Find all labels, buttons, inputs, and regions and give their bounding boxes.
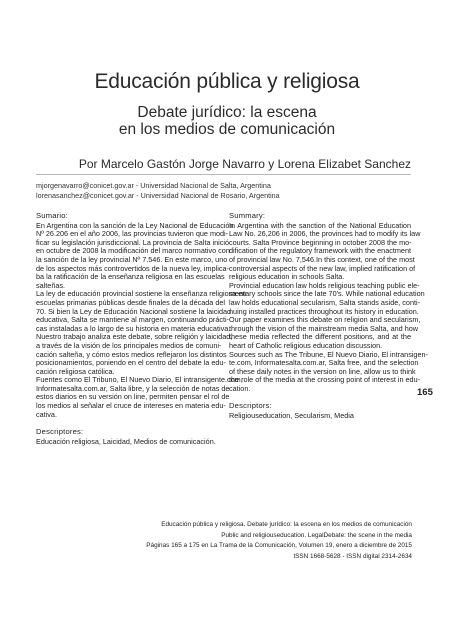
- summary-line: controversial aspects of the new law, implied ratification of: [229, 263, 416, 273]
- sumario-line: cación religiosa católica.: [36, 366, 115, 376]
- article-subtitle: [0, 104, 454, 138]
- sumario-line: 70. Si bien la Ley de Educación Nacional sostiene la laicidad: [36, 306, 232, 316]
- author-byline: Por Marcelo Gastón Jorge Navarro y Lorena Elizabet Sanchez: [78, 157, 411, 171]
- page-number: 165: [417, 387, 433, 398]
- affiliation-1: mjorgenavarro@conicet.gov.ar - Universidad Nacional de Salta, Argentina: [36, 181, 271, 190]
- footer-line-3: Páginas 165 a 175 en La Trama de la Comunicación, Volumen 19, enero a diciembre de 2015: [146, 542, 412, 550]
- sumario-line: Informatesalta.com.ar, Salta libre, y la selección de notas de: [36, 383, 230, 393]
- summary-line: religious education in schools Salta.: [229, 272, 345, 282]
- sumario-line: Nuestro trabajo analiza este debate, sobre religión y laicidad,: [36, 332, 233, 342]
- summary-line: law holds educational secularism, Salta stands aside, conti-: [229, 297, 421, 307]
- summary-line: through the vision of the mainstream media Salta, and how: [229, 323, 419, 333]
- descriptors-heading: Descriptors:: [229, 401, 272, 411]
- summary-line: the role of the media at the crossing point of interest in edu-: [229, 375, 421, 385]
- header-divider: [36, 174, 411, 175]
- footer-line-2: Public and religiouseducation. LegalDebate: the scene in the media: [221, 531, 412, 539]
- summary-line: In Argentina with the sanction of the National Education: [229, 220, 411, 230]
- summary-line: Sources such as The Tribune, El Nuevo Diario, El intransigen-: [229, 349, 428, 359]
- sumario-line: Fuentes como El Tribuno, El Nuevo Diario, El intransigente.com,: [36, 375, 243, 385]
- summary-line: heart of Catholic religious education discussion.: [229, 340, 383, 350]
- subtitle-line-2: en los medios de comunicación: [118, 121, 336, 138]
- descriptors-text: Religiouseducation, Secularism, Media: [229, 411, 354, 421]
- article-title: Educación pública y religiosa: [94, 70, 360, 93]
- subtitle-line-1: Debate jurídico: la escena: [137, 104, 317, 121]
- summary-line: te.com, Informatesalta.com.ar, Salta free, and the selection: [229, 358, 419, 368]
- sumario-line: los medios al señalar el cruce de intereses en materia edu-: [36, 401, 226, 411]
- footer-line-4: ISSN 1668-5628 - ISSN digital 2314-2634: [293, 552, 412, 560]
- citation-footer: [146, 520, 412, 562]
- summary-line: dification of the regulatory framework with the enactment: [229, 246, 411, 256]
- summary-line: of provincial law No. 7,546.In this context, one of the most: [229, 254, 415, 264]
- summary-line: Law No. 26,206 in 2006, the provinces had to modify its law: [229, 229, 421, 239]
- descriptores-text: Educación religiosa, Laicidad, Medios de comunicación.: [36, 436, 216, 446]
- author-affiliations: [36, 181, 280, 200]
- sumario-line: En Argentina con la sanción de la Ley Nacional de Educación: [36, 220, 234, 230]
- sumario-line: escuelas primarias públicas desde finales de la década del: [36, 297, 226, 307]
- summary-line: these media reflected the different positions, and at the: [229, 332, 411, 342]
- sumario-line: educativa, Salta se mantiene al margen, continuando prácti-: [36, 315, 230, 325]
- sumario-line: la sanción de la ley provincial Nº 7.546. En este marco, uno: [36, 254, 228, 264]
- descriptores-heading: Descriptores:: [36, 427, 84, 437]
- summary-line: nuing installed practices throughout its history in education.: [229, 306, 419, 316]
- footer-line-1: Educación pública y religiosa. Debate jurídico: la escena en los medios de comunicación: [161, 521, 412, 528]
- summary-line: Our paper examines this debate on religion and secularism,: [229, 315, 421, 325]
- sumario-line: ba la ratificación de la enseñanza religiosa en las escuelas: [36, 272, 225, 282]
- sumario-line: posicionamientos, poniendo en el centro del debate la edu-: [36, 358, 226, 368]
- summary-heading: Summary:: [229, 211, 266, 220]
- sumario-line: cas instaladas a lo largo de su historia en materia educativa.: [36, 323, 231, 333]
- sumario-heading: Sumario:: [36, 211, 68, 220]
- sumario-line: de los aspectos más controvertidos de la nueva ley, implica-: [36, 263, 229, 273]
- sumario-line: estos diarios en su versión on line, permiten pensar el rol de: [36, 392, 230, 402]
- sumario-line: ficar su legislación jurisdiccional. La provincia de Salta inició: [36, 237, 230, 247]
- summary-line: mentary schools since the late 70's. While national education: [229, 289, 425, 299]
- sumario-line: cación salteña, y cómo estos medios reflejaron los distintos: [36, 349, 227, 359]
- summary-line: cation.: [229, 383, 251, 393]
- summary-body: [229, 220, 428, 394]
- affiliation-2: lorenasanchez@conicet.gov.ar - Universidad Nacional de Rosario, Argentina: [36, 190, 280, 200]
- sumario-line: en octubre de 2008 la modificación del marco normativo con: [36, 246, 230, 256]
- sumario-line: La ley de educación provincial sostiene la enseñanza religiosa en: [36, 289, 247, 299]
- sumario-line: Nº 26.206 en el año 2006, las provincias tuvieron que modi-: [36, 229, 229, 239]
- summary-line: of these daily notes in the version on line, allow us to think: [229, 366, 416, 376]
- summary-line: Provincial education law holds religious teaching public ele-: [229, 280, 420, 290]
- summary-line: courts. Salta Province beginning in october 2008 the mo-: [229, 237, 412, 247]
- sumario-line: salteñas.: [36, 280, 66, 290]
- sumario-line: cativa.: [36, 409, 57, 419]
- sumario-line: a través de la visión de los principales medios de comuni-: [36, 340, 222, 350]
